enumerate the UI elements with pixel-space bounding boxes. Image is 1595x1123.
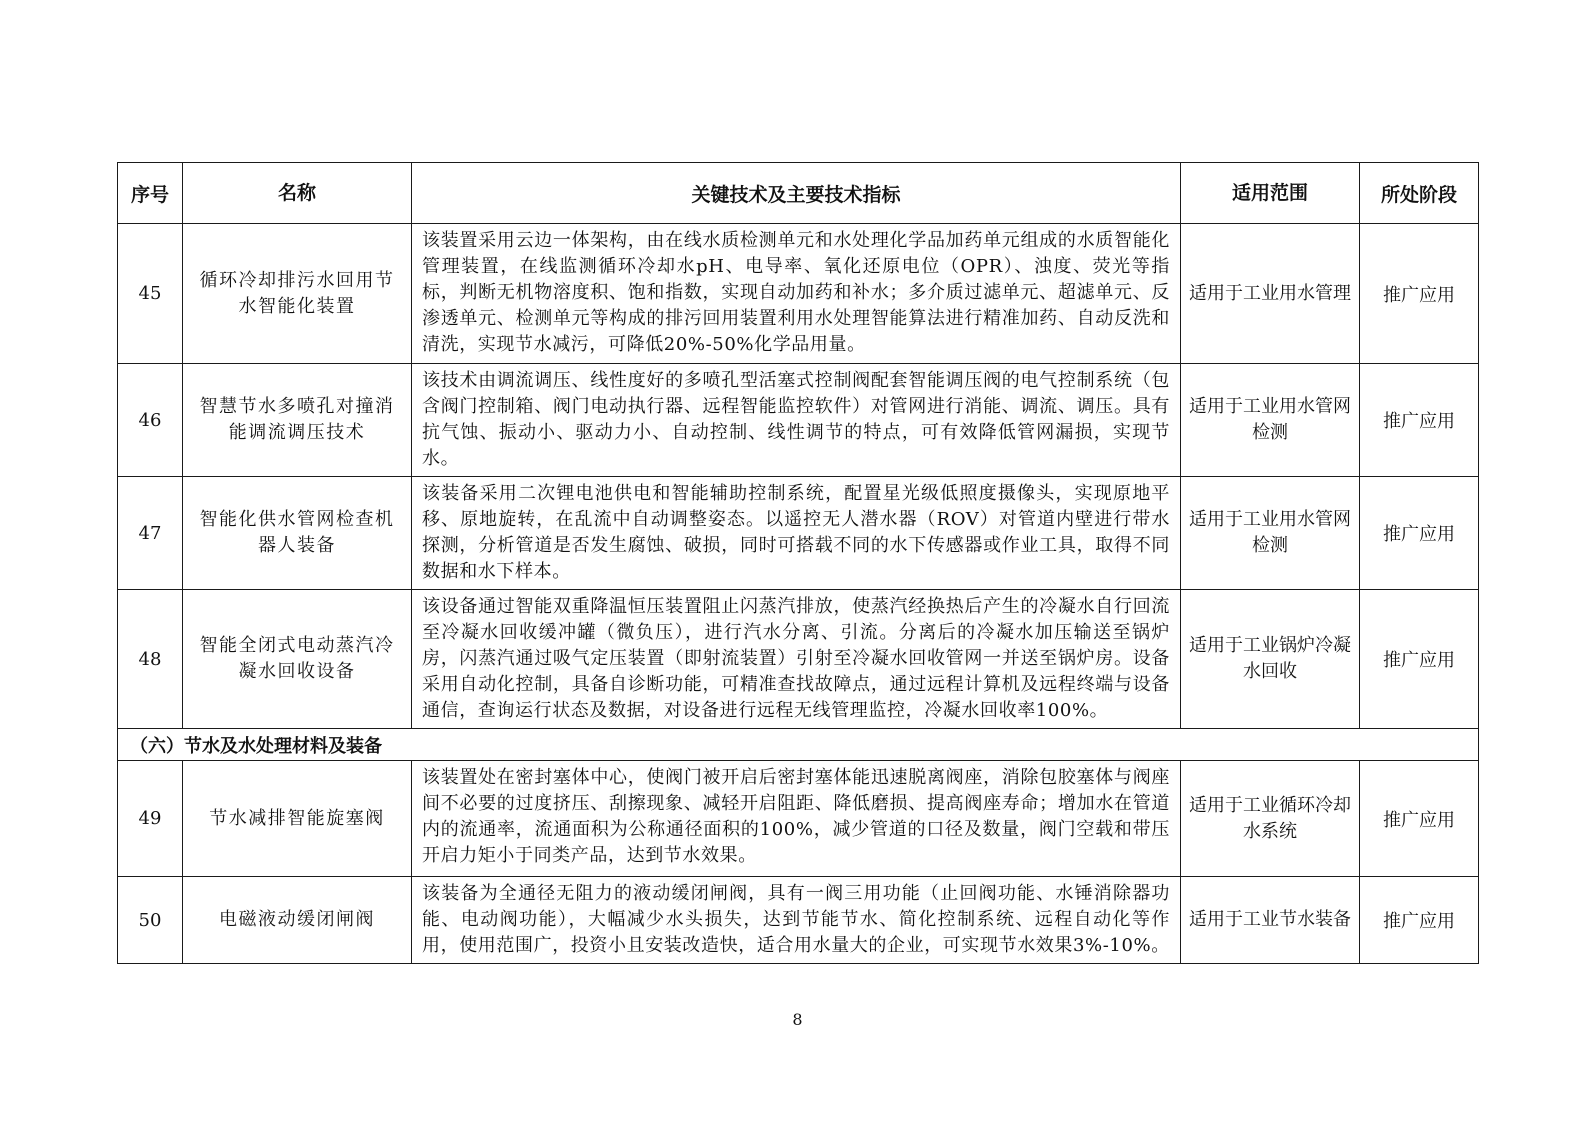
section-title: （六）节水及水处理材料及装备 xyxy=(118,729,1479,761)
row-name xyxy=(183,364,412,477)
row-name xyxy=(183,590,412,729)
row-name xyxy=(183,477,412,590)
table-row xyxy=(118,364,1479,477)
row-name-text: 循环冷却排污水回用节水智能化装置 xyxy=(199,269,395,317)
row-scope: 适用于工业用水管网检测 xyxy=(1181,364,1360,477)
row-no: 45 xyxy=(118,224,183,364)
row-scope: 适用于工业锅炉冷凝水回收 xyxy=(1181,590,1360,729)
table-row xyxy=(118,224,1479,364)
row-name xyxy=(183,761,412,877)
row-stage: 推广应用 xyxy=(1360,477,1479,590)
table-row xyxy=(118,877,1479,964)
table-row xyxy=(118,590,1479,729)
technology-table xyxy=(117,162,1479,964)
row-scope: 适用于工业节水装备 xyxy=(1181,877,1360,964)
row-scope: 适用于工业循环冷却水系统 xyxy=(1181,761,1360,877)
header-name: 名称 xyxy=(183,163,412,224)
section-row xyxy=(118,729,1479,761)
row-name-text: 节水减排智能旋塞阀 xyxy=(209,807,385,829)
row-scope: 适用于工业用水管理 xyxy=(1181,224,1360,364)
table-header-row xyxy=(118,163,1479,224)
row-no: 46 xyxy=(118,364,183,477)
row-scope: 适用于工业用水管网检测 xyxy=(1181,477,1360,590)
header-no: 序号 xyxy=(118,163,183,224)
header-scope: 适用范围 xyxy=(1181,163,1360,224)
table-row xyxy=(118,477,1479,590)
row-desc: 该设备通过智能双重降温恒压装置阻止闪蒸汽排放，使蒸汽经换热后产生的冷凝水自行回流至冷凝水回收缓冲罐（微负压），进行汽水分离、引流。分离后的冷凝水加压输送至锅炉房，闪蒸汽通过吸气定压装置（即射流装置）引射至冷凝水回收管网一并送至锅炉房。设备采用自动化控制，具备自诊断功能，可精准查找故障点，通过远程计算机及远程终端与设备通信，查询运行状态及数据，对设备进行远程无线管理监控，冷凝水回收率100%。 xyxy=(412,590,1181,729)
row-desc: 该装置处在密封塞体中心，使阀门被开启后密封塞体能迅速脱离阀座，消除包胶塞体与阀座间不必要的过度挤压、刮擦现象、减轻开启阻距、降低磨损、提高阀座寿命；增加水在管道内的流通率，流通面积为公称通径面积的100%，减少管道的口径及数量，阀门空载和带压开启力矩小于同类产品，达到节水效果。 xyxy=(412,761,1181,877)
row-no: 49 xyxy=(118,761,183,877)
table-row xyxy=(118,761,1479,877)
row-desc: 该技术由调流调压、线性度好的多喷孔型活塞式控制阀配套智能调压阀的电气控制系统（包含阀门控制箱、阀门电动执行器、远程智能监控软件）对管网进行消能、调流、调压。具有抗气蚀、振动小、驱动力小、自动控制、线性调节的特点，可有效降低管网漏损，实现节水。 xyxy=(412,364,1181,477)
row-name xyxy=(183,877,412,964)
row-no: 50 xyxy=(118,877,183,964)
row-no: 47 xyxy=(118,477,183,590)
row-desc: 该装备采用二次锂电池供电和智能辅助控制系统，配置星光级低照度摄像头，实现原地平移、原地旋转，在乱流中自动调整姿态。以遥控无人潜水器（ROV）对管道内壁进行带水探测，分析管道是否发生腐蚀、破损，同时可搭载不同的水下传感器或作业工具，取得不同数据和水下样本。 xyxy=(412,477,1181,590)
row-stage: 推广应用 xyxy=(1360,590,1479,729)
row-desc: 该装置采用云边一体架构，由在线水质检测单元和水处理化学品加药单元组成的水质智能化管理装置，在线监测循环冷却水pH、电导率、氧化还原电位（OPR）、浊度、荧光等指标，判断无机物溶度积、饱和指数，实现自动加药和补水；多介质过滤单元、超滤单元、反渗透单元、检测单元等构成的排污回用装置利用水处理智能算法进行精准加药、自动反洗和清洗，实现节水减污，可降低20%-50%化学品用量。 xyxy=(412,224,1181,364)
header-desc: 关键技术及主要技术指标 xyxy=(412,163,1181,224)
row-stage: 推广应用 xyxy=(1360,364,1479,477)
row-name xyxy=(183,224,412,364)
row-name-text: 智能全闭式电动蒸汽冷凝水回收设备 xyxy=(199,635,395,682)
row-name-text: 智能化供水管网检查机器人装备 xyxy=(199,509,395,556)
row-no: 48 xyxy=(118,590,183,729)
row-stage: 推广应用 xyxy=(1360,224,1479,364)
row-desc: 该装备为全通径无阻力的液动缓闭闸阀，具有一阀三用功能（止回阀功能、水锤消除器功能、电动阀功能），大幅减少水头损失，达到节能节水、简化控制系统、远程自动化等作用，使用范围广，投资小且安装改造快，适合用水量大的企业，可实现节水效果3%-10%。 xyxy=(412,877,1181,964)
row-name-text: 电磁液动缓闭闸阀 xyxy=(219,909,375,930)
row-stage: 推广应用 xyxy=(1360,877,1479,964)
row-name-text: 智慧节水多喷孔对撞消能调流调压技术 xyxy=(199,396,395,443)
page-number: 8 xyxy=(792,1010,803,1029)
header-stage: 所处阶段 xyxy=(1360,163,1479,224)
row-stage: 推广应用 xyxy=(1360,761,1479,877)
